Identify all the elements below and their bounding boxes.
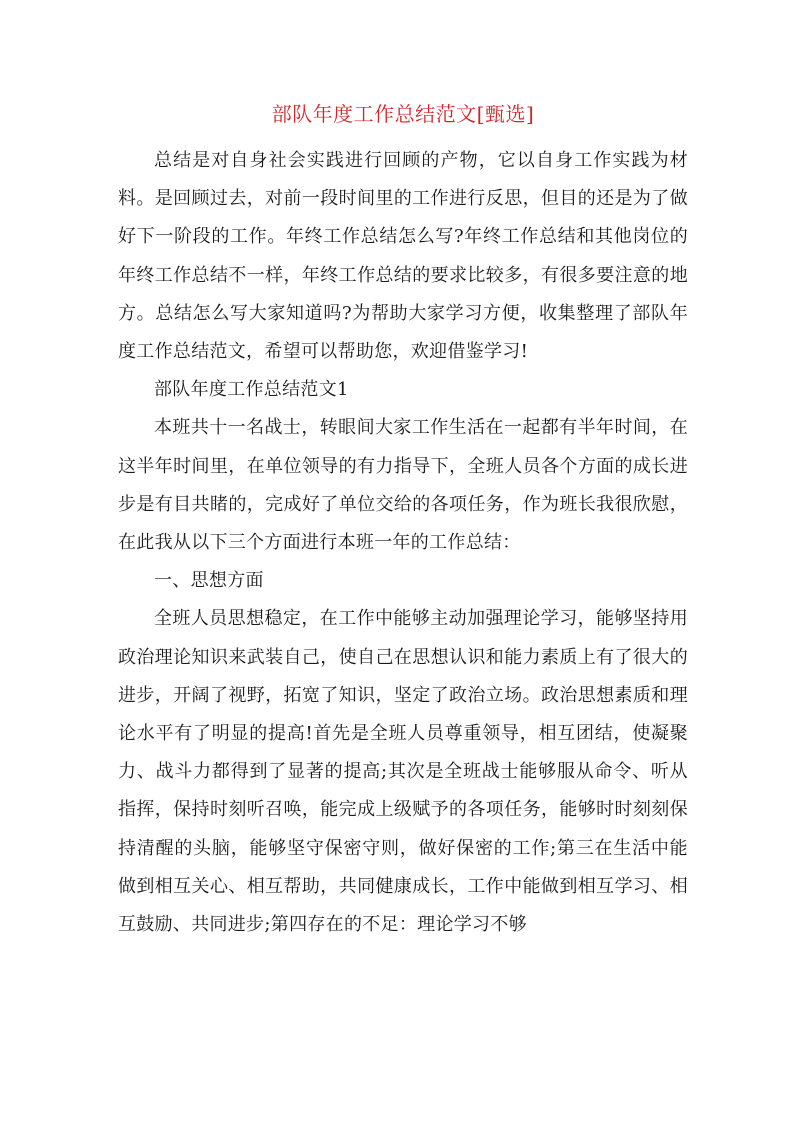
body-paragraph-thought: 全班人员思想稳定，在工作中能够主动加强理论学习，能够坚持用政治理论知识来武装自己，使自己在思想认识和能力素质上有了很大的进步，开阔了视野，拓宽了知识，坚定了政治立场。政治思想素质和理论水平有了明显的提高!首先是全班人员尊重领导，相互团结，使凝聚力、战斗力都得到了显著的提高;其次是全班战士能够服从命令、听从指挥，保持时刻听召唤，能完成上级赋予的各项任务，能够时时刻刻保持清醒的头脑，能够坚守保密守则，做好保密的工作;第三在生活中能做到相互关心、相互帮助，共同健康成长，工作中能做到相互学习、相互鼓励、共同进步;第四存在的不足：理论学习不够: [118, 608, 688, 936]
section-heading-example-1: 部队年度工作总结范文1: [154, 379, 349, 401]
body-paragraph-overview: 本班共十一名战士，转眼间大家工作生活在一起都有半年时间，在这半年时间里，在单位领导的有力指导下，全班人员各个方面的成长进步是有目共睹的，完成好了单位交给的各项任务，作为班长我很欣慰，在此我从以下三个方面进行本班一年的工作总结：: [118, 417, 688, 554]
document-title: 部队年度工作总结范文[甄选]: [271, 102, 535, 126]
intro-paragraph: 总结是对自身社会实践进行回顾的产物，它以自身工作实践为材料。是回顾过去，对前一段时间里的工作进行反思，但目的还是为了做好下一阶段的工作。年终工作总结怎么写?年终工作总结和其他岗位的年终工作总结不一样，年终工作总结的要求比较多，有很多要注意的地方。总结怎么写大家知道吗?为帮助大家学习方便，收集整理了部队年度工作总结范文，希望可以帮助您，欢迎借鉴学习!: [118, 150, 688, 363]
document-body: [118, 100, 688, 944]
section-heading-thought: 一、思想方面: [154, 570, 264, 592]
